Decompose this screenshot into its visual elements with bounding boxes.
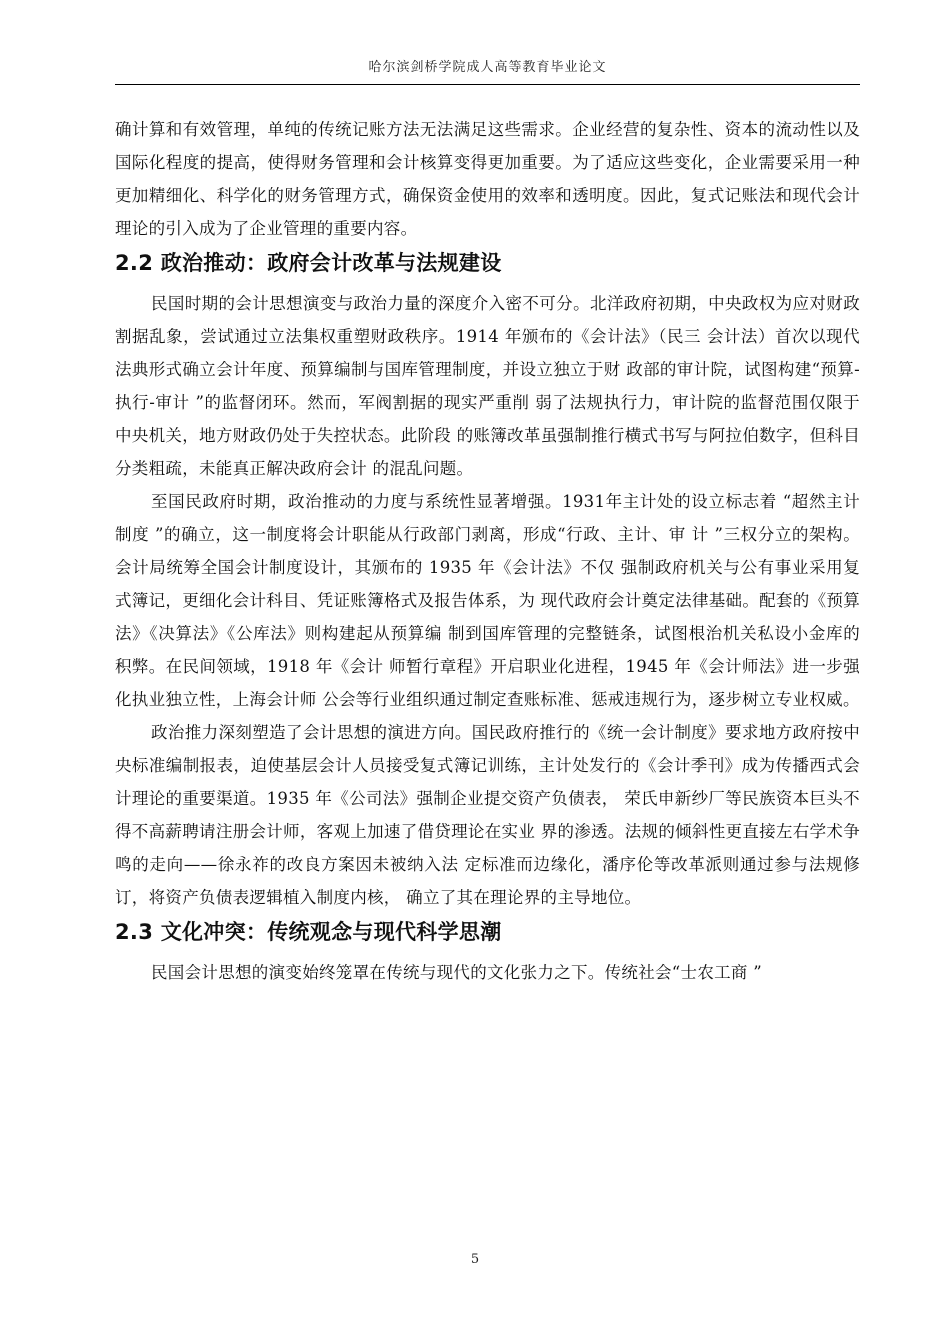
- paragraph-continuation: 确计算和有效管理，单纯的传统记账方法无法满足这些需求。企业经营的复杂性、资本的流动性以及国际化程度的提高，使得财务管理和会计核算变得更加重要。为了适应这些变化，企业需要采用一种更加精细化、科学化的财务管理方式，确保资金使用的效率和透明度。因此，复式记账法和现代会计理论的引入成为了企业管理的重要内容。: [115, 120, 860, 238]
- header-divider: [115, 84, 860, 85]
- document-body: [115, 113, 860, 989]
- section-heading-2-2: 2.2 政治推动：政府会计改革与法规建设: [115, 251, 502, 275]
- paragraph-nationalist-government: 至国民政府时期，政治推动的力度与系统性显著增强。1931年主计处的设立标志着 “超然主计制度 ”的确立，这一制度将会计职能从行政部门剥离，形成“行政、主计、审 计 ”三权分立的架构。会计局统筹全国会计制度设计，其颁布的 1935 年《会计法》不仅 强制政府机关与公有事业采用复式簿记，更细化会计科目、凭证账簿格式及报告体系，为 现代政府会计奠定法律基础。配套的《预算法》《决算法》《公库法》则构建起从预算编 制到国库管理的完整链条，试图根治机关私设小金库的积弊。在民间领域，1918 年《会计 师暂行章程》开启职业化进程，1945 年《会计师法》进一步强化执业独立性，上海会计师 公会等行业组织通过制定查账标准、惩戒违规行为，逐步树立专业权威。: [115, 492, 860, 709]
- page-number: 5: [470, 1252, 480, 1267]
- paragraph-beiyang-government: 民国时期的会计思想演变与政治力量的深度介入密不可分。北洋政府初期，中央政权为应对财政割据乱象，尝试通过立法集权重塑财政秩序。1914 年颁布的《会计法》（民三 会计法）首次以现代法典形式确立会计年度、预算编制与国库管理制度，并设立独立于财 政部的审计院，试图构建“预算-执行-审计 ”的监督闭环。然而，军阀割据的现实严重削 弱了法规执行力，审计院的监督范围仅限于中央机关，地方财政仍处于失控状态。此阶段 的账簿改革虽强制推行横式书写与阿拉伯数字，但科目分类粗疏，未能真正解决政府会计 的混乱问题。: [115, 294, 860, 478]
- section-heading-2-3: 2.3 文化冲突：传统观念与现代科学思潮: [115, 920, 502, 944]
- paragraph-cultural-conflict: 民国会计思想的演变始终笼罩在传统与现代的文化张力之下。传统社会“士农工商 ”: [151, 963, 763, 982]
- paragraph-political-impact: 政治推力深刻塑造了会计思想的演进方向。国民政府推行的《统一会计制度》要求地方政府按中央标准编制报表，迫使基层会计人员接受复式簿记训练，主计处发行的《会计季刊》成为传播西式会计理论的重要渠道。1935 年《公司法》强制企业提交资产负债表， 荣氏申新纱厂等民族资本巨头不得不高薪聘请注册会计师，客观上加速了借贷理论在实业 界的渗透。法规的倾斜性更直接左右学术争鸣的走向——徐永祚的改良方案因未被纳入法 定标准而边缘化，潘序伦等改革派则通过参与法规修订，将资产负债表逻辑植入制度内核， 确立了其在理论界的主导地位。: [115, 723, 860, 907]
- page-header: 哈尔滨剑桥学院成人高等教育毕业论文: [368, 60, 607, 75]
